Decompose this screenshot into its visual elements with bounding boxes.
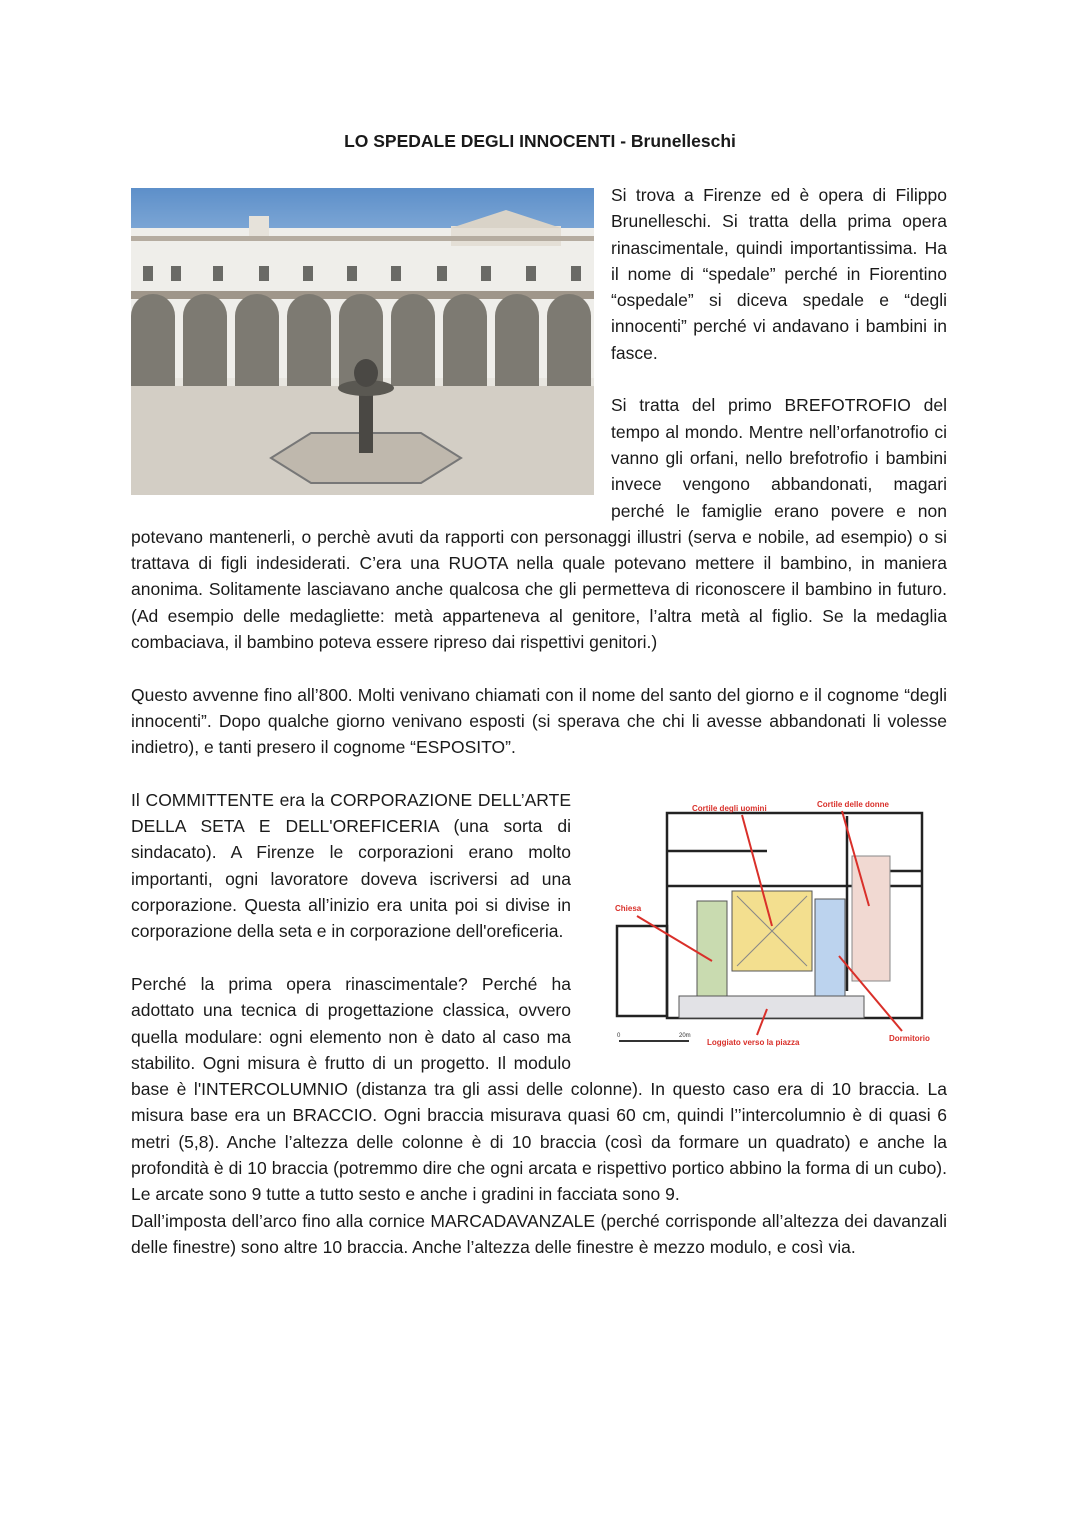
label-loggia: Loggiato verso la piazza bbox=[707, 1037, 800, 1047]
paragraph: Si trova a Firenze ed è opera di Filippo Brunelleschi. Si tratta della prima opera rinascimentale, quindi importantissima. Ha il nome di “spedale” perché in Fiorentino “ospedale” si diceva spedale e “degli innocenti” perché vi andavano i bambini in fasce. bbox=[611, 185, 947, 363]
paragraph: Dall’imposta dell’arco fino alla cornice MARCADAVANZALE (perché corrisponde all’altezza dei davanzali delle finestre) sono altre 10 braccia. Anche l’altezza delle finestre è mezzo modulo, e così via. bbox=[131, 1210, 947, 1257]
paragraph: Perché la prima opera rinascimentale? Perché ha adottato una tecnica di progettazione classica, ovvero quella modulare: ogni elemento non è dato al caso ma stabilito. Ogni misura è frutto di un progetto. Il modulo base è l'INTERCOLUMNIO (distanza tra gli assi delle colonne). In questo caso era di 10 braccia. La misura base era un BRACCIO. Ogni braccia misurava quasi 60 cm, quindi l’’intercolumnio è di quasi 6 metri (5,8). Anche l’altezza delle colonne è di 10 braccia (così da formare un quadrato) e anche la profondità è di 10 braccia (potremmo dire che ogni arcata e rispettivo portico abbino la forma di un cubo). Le arcate sono 9 tutte a tutto sesto e anche i gradini in facciata sono 9. bbox=[131, 973, 947, 1205]
label-women-courtyard: Cortile delle donne bbox=[817, 799, 890, 809]
spedale-photo bbox=[131, 188, 594, 495]
paragraph: Il COMMITTENTE era la CORPORAZIONE DELL’ARTE DELLA SETA E DELL'OREFICERIA (una sorta di sindacato). A Firenze le corporazioni erano molto importanti, ogni lavoratore doveva iscriversi ad una corporazione. Questa all’inizio era unita poi si divise in corporazione della seta e in corporazione dell'oreficeria. bbox=[131, 789, 571, 942]
label-dormitory: Dormitorio bbox=[889, 1033, 930, 1043]
document-body bbox=[131, 182, 947, 1260]
label-men-courtyard: Cortile degli uomini bbox=[692, 803, 767, 813]
floor-plan bbox=[607, 791, 935, 1049]
label-church: Chiesa bbox=[615, 903, 642, 913]
paragraph: Si tratta del primo BREFOTROFIO del tempo al mondo. Mentre nell’orfanotrofio ci vanno gli orfani, nello brefotrofio i bambini invece vengono abbandonati, magari perché le famiglie erano povere e non potevano mantenerli, o perchè avuti da rapporti con personaggi illustri (serva e nobile, ad esempio) o si trattava di figli indesiderati. C’era una RUOTA nella quale potevano mettere il bambino, in maniera anonima. Solitamente lasciavano anche qualcosa che gli permetteva di riconoscere il bambino in futuro. (Ad esempio delle medagliette: metà apparteneva al genitore, l’altra metà al figlio. Se la medaglia combaciava, il bambino poteva essere ripreso dai rispettivi genitori.) bbox=[131, 395, 947, 653]
scale-end: 20m bbox=[679, 1032, 691, 1039]
paragraph: Questo avvenne fino all’800. Molti venivano chiamati con il nome del santo del giorno e il cognome “degli innocenti”. Dopo qualche giorno venivano esposti (si sperava che chi li avesse abbandonati li volesse indietro), e tanti presero il cognome “ESPOSITO”. bbox=[131, 684, 947, 758]
scale-start: 0 bbox=[617, 1032, 621, 1039]
page-title: LO SPEDALE DEGLI INNOCENTI - Brunelleschi bbox=[344, 131, 736, 151]
